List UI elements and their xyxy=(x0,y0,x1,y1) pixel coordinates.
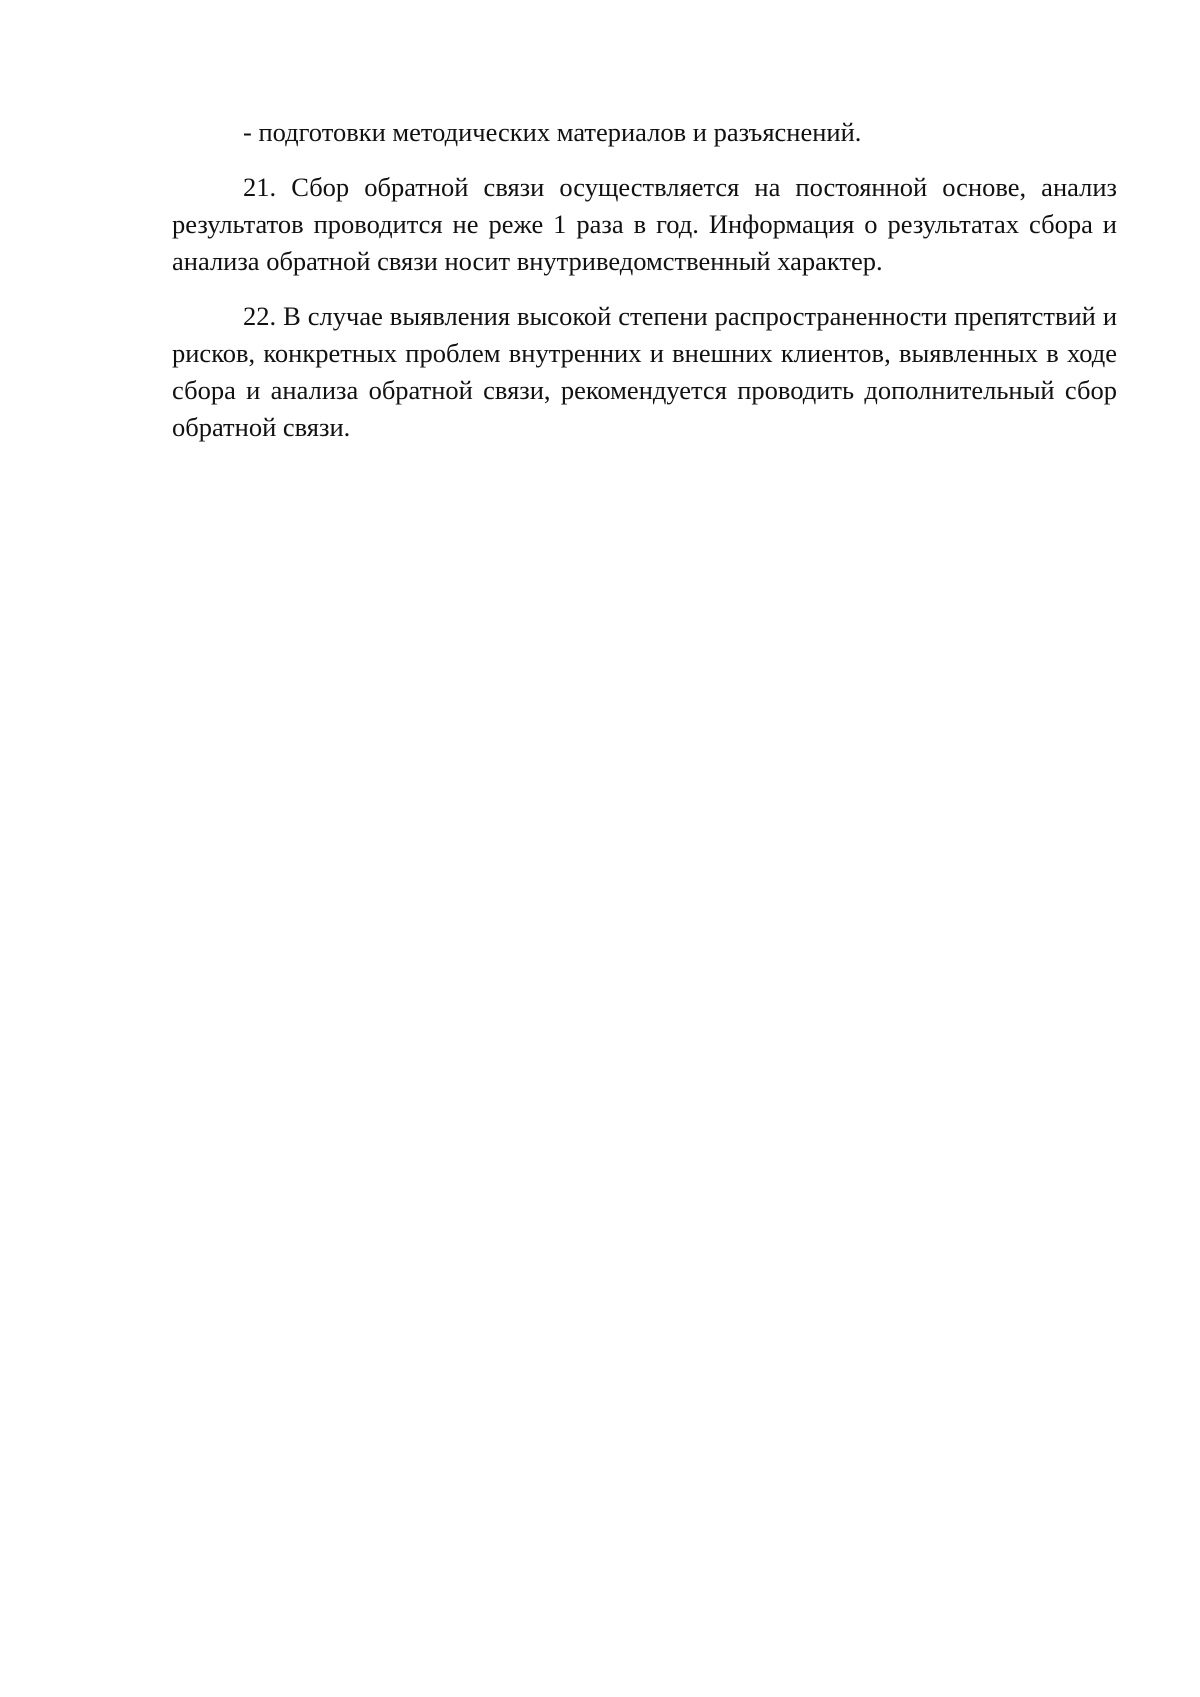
document-body xyxy=(172,114,1117,446)
paragraph-22: 22. В случае выявления высокой степени распространенности препятствий и рисков, конкретных проблем внутренних и внешних клиентов, выявленных в ходе сбора и анализа обратной связи, рекомендуется проводить дополнительный сбор обратной связи. xyxy=(172,301,1117,442)
paragraph-list-item: - подготовки методических материалов и разъяснений. xyxy=(243,117,862,147)
paragraph-21: 21. Сбор обратной связи осуществляется на постоянной основе, анализ результатов проводится не реже 1 раза в год. Информация о результатах сбора и анализа обратной связи носит внутриведомственный характер. xyxy=(172,172,1117,276)
